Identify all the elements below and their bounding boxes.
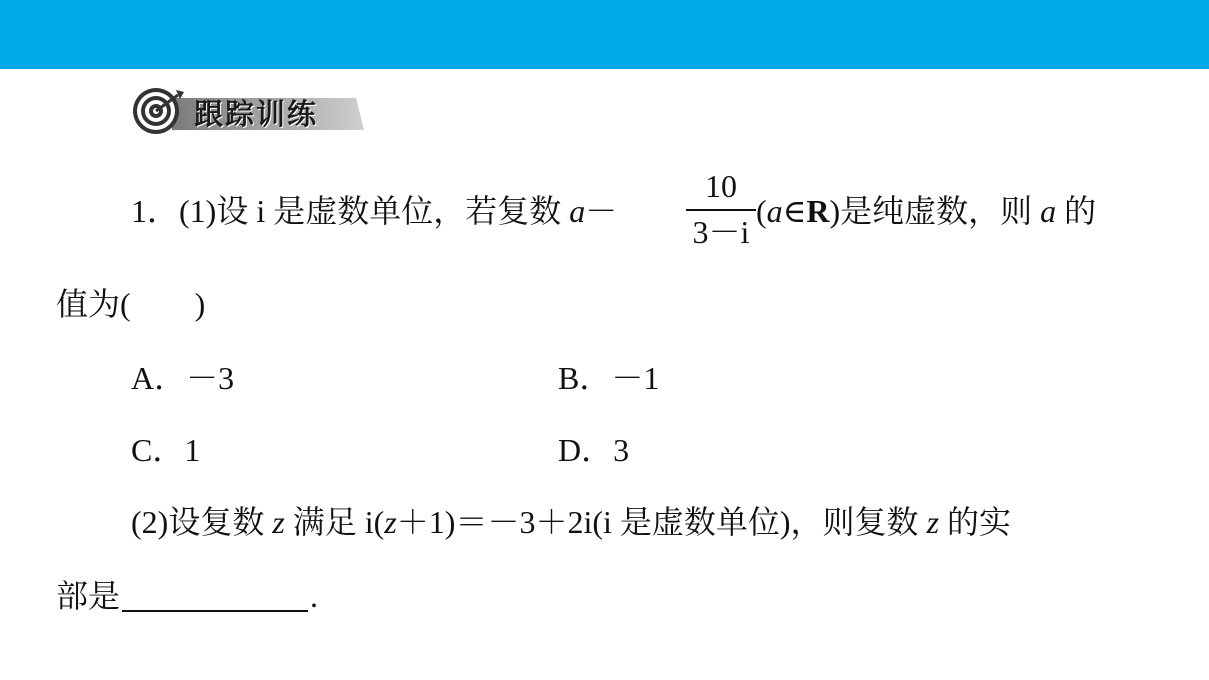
option-d[interactable]: D．3 — [558, 432, 630, 468]
top-bar — [0, 0, 1209, 69]
option-c[interactable]: C．1 — [131, 432, 201, 468]
q2-line2: 部是 . — [56, 578, 319, 614]
section-badge — [132, 86, 364, 136]
q2-line1: (2)设复数 z 满足 i(z＋1)＝－3＋2i(i 是虚数单位)，则复数 z 的实 — [131, 504, 1012, 540]
fraction-denominator: 3－i — [692, 214, 750, 250]
option-a[interactable]: A．－3 — [131, 360, 235, 396]
q1-line2: 值为( ) — [56, 286, 206, 322]
fraction-bar — [686, 209, 756, 211]
answer-blank[interactable] — [122, 582, 308, 612]
fraction-numerator: 10 — [705, 168, 737, 204]
section-title: 跟踪训练 — [194, 97, 319, 131]
q1-line1: 1．(1)设 i 是虚数单位，若复数 a－ — [131, 193, 618, 229]
q1-line1-rest: (a∈R)是纯虚数，则 a 的 — [756, 193, 1097, 229]
option-b[interactable]: B．－1 — [558, 360, 660, 396]
